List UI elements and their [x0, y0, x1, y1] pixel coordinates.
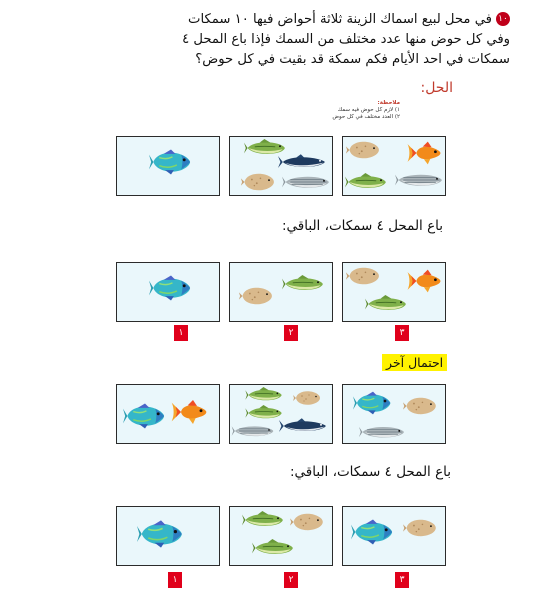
bass-fish-icon	[365, 295, 407, 313]
alternative-label: احتمال آخر	[382, 354, 447, 371]
parrot-fish-icon	[353, 389, 393, 417]
grey-fish-icon	[282, 173, 330, 191]
goldfish-icon	[169, 397, 209, 427]
parrot-fish-icon	[137, 517, 185, 551]
tank-1-initial	[116, 136, 220, 196]
question-line-2: وفي كل حوض منها عدد مختلف من السمك فإذا باع المحل ٤	[182, 32, 510, 47]
tank-2-initial	[229, 136, 333, 196]
flounder-fish-icon	[403, 395, 437, 417]
tank-3-alt-after	[342, 506, 446, 566]
tank-2-after	[229, 262, 333, 322]
tank-label-2: ٢	[284, 325, 298, 341]
alt-tank-label-1: ١	[168, 572, 182, 588]
bass-fish-icon	[242, 511, 284, 529]
parrot-fish-icon	[123, 401, 167, 431]
flounder-fish-icon	[290, 511, 324, 533]
grey-fish-icon	[359, 423, 405, 441]
note-item-2: ٢) العدد مختلف في كل حوض	[332, 114, 400, 120]
tuna-fish-icon	[278, 153, 326, 171]
flounder-fish-icon	[345, 265, 381, 287]
parrot-fish-icon	[351, 517, 395, 547]
flounder-fish-icon	[345, 139, 381, 161]
parrot-fish-icon	[149, 273, 193, 303]
tank-2-alt-initial	[229, 384, 333, 444]
question	[90, 10, 510, 70]
note-item-1: ١) لازم كل حوض فيه سمك	[337, 107, 400, 113]
alt-tank-label-3: ٣	[395, 572, 409, 588]
tank-3-initial	[342, 136, 446, 196]
tank-3-after	[342, 262, 446, 322]
question-line-1: في محل لبيع اسماك الزينة ثلاثة أحواض فيها ١٠ سمكات	[188, 12, 492, 27]
bass-fish-icon	[345, 173, 387, 191]
question-number-badge: ١٠	[496, 12, 510, 26]
tank-2-alt-after	[229, 506, 333, 566]
grey-fish-icon	[230, 423, 276, 439]
sold-text-2: باع المحل ٤ سمكات، الباقي:	[290, 464, 452, 480]
sold-text-1: باع المحل ٤ سمكات، الباقي:	[282, 218, 444, 234]
flounder-fish-icon	[292, 389, 322, 407]
flounder-fish-icon	[240, 171, 276, 193]
tank-label-3: ٣	[395, 325, 409, 341]
solution-label: الحل:	[420, 80, 453, 96]
note-title: ملاحظة:	[377, 100, 400, 106]
parrot-fish-icon	[149, 147, 193, 177]
tank-1-alt-initial	[116, 384, 220, 444]
goldfish-icon	[405, 139, 443, 167]
bass-fish-icon	[252, 539, 294, 557]
note-box	[320, 100, 400, 121]
bass-fish-icon	[282, 275, 324, 293]
tank-1-alt-after	[116, 506, 220, 566]
goldfish-icon	[405, 267, 443, 295]
tank-1-after	[116, 262, 220, 322]
question-line-3: سمكات في احد الأيام فكم سمكة قد بقيت في كل حوض؟	[195, 52, 510, 67]
bass-fish-icon	[244, 387, 284, 403]
tank-3-alt-initial	[342, 384, 446, 444]
tank-label-1: ١	[174, 325, 188, 341]
flounder-fish-icon	[403, 517, 437, 539]
tuna-fish-icon	[278, 417, 328, 435]
grey-fish-icon	[395, 171, 443, 189]
alt-tank-label-2: ٢	[284, 572, 298, 588]
flounder-fish-icon	[238, 285, 274, 307]
